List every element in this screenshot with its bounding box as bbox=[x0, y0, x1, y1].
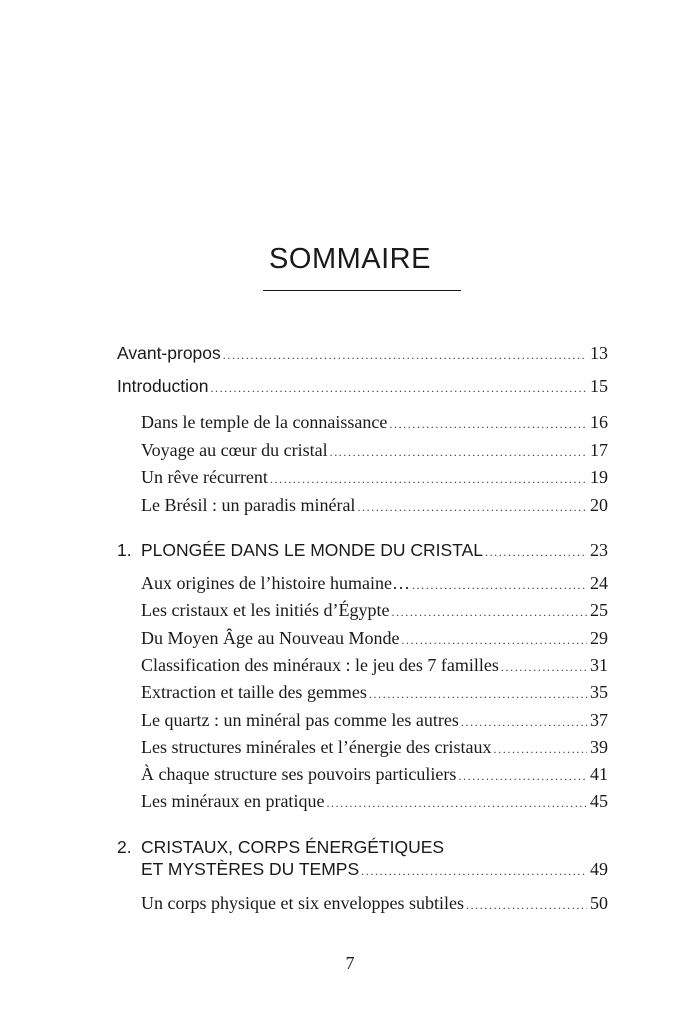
dot-leader bbox=[369, 687, 587, 702]
toc-subentry[interactable] bbox=[141, 600, 608, 628]
dot-leader bbox=[485, 545, 587, 560]
dot-leader bbox=[326, 796, 587, 811]
toc-entry-label: Voyage au cœur du cristal bbox=[141, 440, 328, 460]
dot-leader bbox=[391, 605, 587, 620]
toc-page-number: 13 bbox=[590, 343, 608, 363]
toc-entry-label: Les cristaux et les initiés d’Égypte bbox=[141, 600, 390, 620]
dot-leader bbox=[330, 445, 587, 460]
toc-page-number: 25 bbox=[590, 600, 608, 620]
toc-entry-label: Un corps physique et six enveloppes subtiles bbox=[141, 893, 464, 913]
toc-subentry[interactable] bbox=[141, 737, 608, 765]
toc-subentry[interactable] bbox=[141, 655, 608, 683]
toc-entry-label: À chaque structure ses pouvoirs particuliers bbox=[141, 764, 457, 784]
dot-leader bbox=[461, 715, 587, 730]
chapter-title: PLONGÉE DANS LE MONDE DU CRISTAL bbox=[141, 540, 483, 560]
toc-subentry[interactable] bbox=[141, 628, 608, 656]
toc-page-number: 19 bbox=[590, 467, 608, 487]
toc-subentry[interactable] bbox=[141, 791, 608, 819]
toc-subentry[interactable] bbox=[141, 764, 608, 792]
dot-leader bbox=[270, 472, 587, 487]
toc-entry-label: Dans le temple de la connaissance bbox=[141, 412, 388, 432]
toc-page-number: 23 bbox=[590, 540, 608, 560]
dot-leader bbox=[501, 660, 587, 675]
toc-page-number: 50 bbox=[590, 893, 608, 913]
dot-leader bbox=[412, 578, 587, 593]
toc-subentry[interactable] bbox=[141, 573, 608, 601]
toc-subentry[interactable] bbox=[141, 412, 608, 440]
toc-entry-label: Classification des minéraux : le jeu des 7 familles bbox=[141, 655, 499, 675]
dot-leader bbox=[458, 769, 587, 784]
chapter-title-line1: CRISTAUX, CORPS ÉNERGÉTIQUES bbox=[141, 837, 445, 857]
toc-chapter-2[interactable] bbox=[141, 859, 608, 887]
page-number: 7 bbox=[345, 953, 355, 973]
dot-leader bbox=[223, 348, 587, 363]
dot-leader bbox=[357, 500, 587, 515]
chapter-number: 1. bbox=[117, 540, 132, 560]
toc-entry-label: Aux origines de l’histoire humaine… bbox=[141, 573, 410, 593]
toc-entry-label: Un rêve récurrent bbox=[141, 467, 268, 487]
toc-page-number: 45 bbox=[590, 791, 608, 811]
dot-leader bbox=[361, 864, 587, 879]
toc-entry-label: Avant-propos bbox=[117, 343, 221, 363]
dot-leader bbox=[210, 381, 587, 396]
dot-leader bbox=[401, 633, 587, 648]
toc-page-number: 49 bbox=[590, 859, 608, 879]
toc-subentry[interactable] bbox=[141, 495, 608, 523]
toc-entry-label: Le quartz : un minéral pas comme les autres bbox=[141, 710, 459, 730]
dot-leader bbox=[466, 898, 587, 913]
toc-page-number: 35 bbox=[590, 682, 608, 702]
toc-chapter-2-line1[interactable] bbox=[117, 837, 444, 858]
toc-subentry[interactable] bbox=[141, 893, 608, 921]
toc-subentry[interactable] bbox=[141, 467, 608, 495]
toc-page-number: 24 bbox=[590, 573, 608, 593]
toc-subentry[interactable] bbox=[141, 710, 608, 738]
dot-leader bbox=[494, 742, 587, 757]
toc-subentry[interactable] bbox=[141, 682, 608, 710]
toc-chapter-1[interactable] bbox=[117, 540, 608, 568]
toc-page-number: 16 bbox=[590, 412, 608, 432]
chapter-title-line2: ET MYSTÈRES DU TEMPS bbox=[141, 859, 360, 879]
toc-page-number: 37 bbox=[590, 710, 608, 730]
toc-chapter-label bbox=[117, 540, 483, 561]
toc-page-number: 41 bbox=[590, 764, 608, 784]
toc-page-number: 17 bbox=[590, 440, 608, 460]
dot-leader bbox=[389, 417, 587, 432]
toc-subentry[interactable] bbox=[141, 440, 608, 468]
toc-entry-label: Les minéraux en pratique bbox=[141, 791, 325, 811]
toc-page-number: 15 bbox=[590, 376, 608, 396]
toc-page-number: 20 bbox=[590, 495, 608, 515]
page-title: SOMMAIRE bbox=[269, 243, 431, 275]
toc-entry-label: Du Moyen Âge au Nouveau Monde bbox=[141, 628, 400, 648]
toc-page-number: 29 bbox=[590, 628, 608, 648]
toc-page-number: 39 bbox=[590, 737, 608, 757]
toc-entry-label: Extraction et taille des gemmes bbox=[141, 682, 367, 702]
toc-page-number: 31 bbox=[590, 655, 608, 675]
toc-entry-label: Introduction bbox=[117, 376, 209, 396]
toc-entry-avant-propos[interactable] bbox=[117, 343, 608, 371]
toc-entry-introduction[interactable] bbox=[117, 376, 608, 404]
toc-entry-label: Le Brésil : un paradis minéral bbox=[141, 495, 356, 515]
toc-entry-label: Les structures minérales et l’énergie des cristaux bbox=[141, 737, 492, 757]
chapter-number: 2. bbox=[117, 837, 132, 857]
